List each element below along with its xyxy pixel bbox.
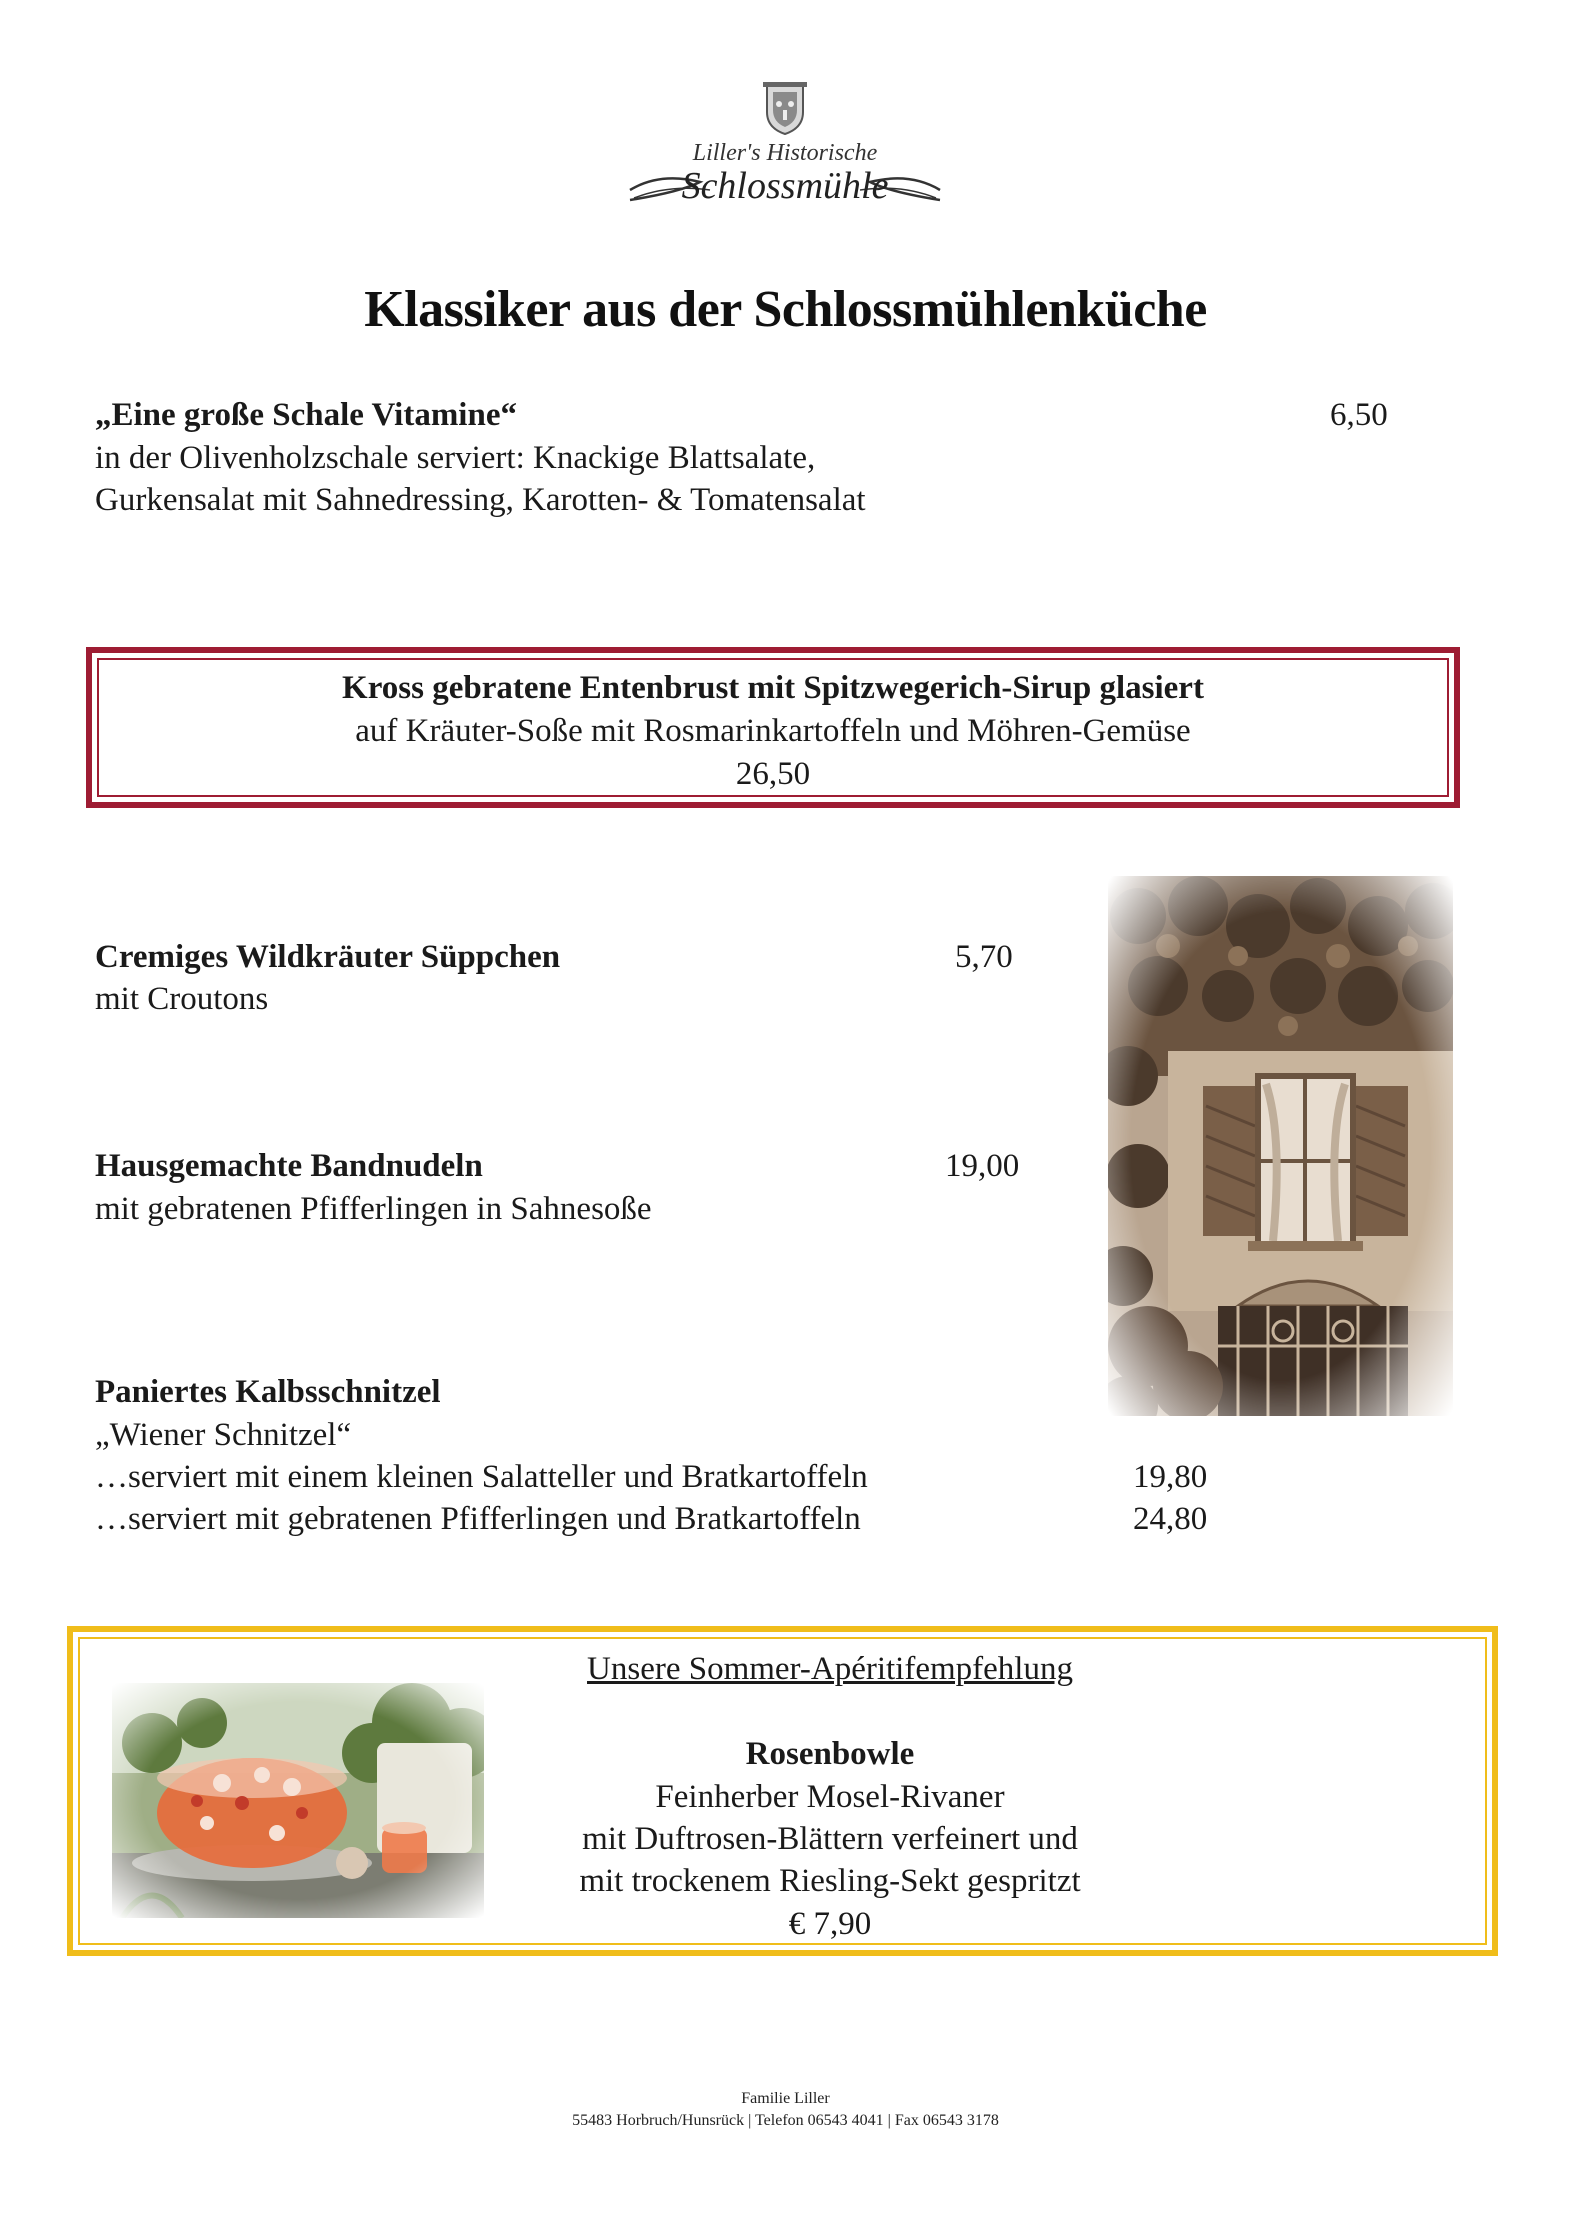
featured-dish-name: Kross gebratene Entenbrust mit Spitzwegerich-Sirup glasiert — [342, 670, 1204, 706]
salad-name: „Eine große Schale Vitamine“ — [95, 397, 517, 433]
schnitzel-option-2: …serviert mit gebratenen Pfifferlingen und Bratkartoffeln — [95, 1501, 861, 1537]
footer-family: Familie Liller — [741, 2090, 830, 2107]
page-title: Klassiker aus der Schlossmühlenküche — [364, 281, 1207, 338]
logo-line-1: Liller's Historische — [692, 140, 878, 166]
schnitzel-subtitle: „Wiener Schnitzel“ — [95, 1417, 352, 1453]
aperitif-line-3: mit trockenem Riesling-Sekt gespritzt — [579, 1863, 1081, 1899]
aperitif-name: Rosenbowle — [745, 1736, 915, 1772]
aperitif-price: € 7,90 — [788, 1906, 872, 1942]
footer-address: 55483 Horbruch/Hunsrück | Telefon 06543 4041 | Fax 06543 3178 — [572, 2112, 999, 2129]
noodles-price: 19,00 — [945, 1148, 1020, 1184]
featured-dish-description: auf Kräuter-Soße mit Rosmarinkartoffeln und Möhren-Gemüse — [355, 713, 1191, 749]
rosenbowle-photo — [112, 1683, 484, 1918]
noodles-description: mit gebratenen Pfifferlingen in Sahnesoße — [95, 1191, 652, 1227]
noodles-name: Hausgemachte Bandnudeln — [95, 1148, 483, 1184]
aperitif-line-2: mit Duftrosen-Blättern verfeinert und — [582, 1821, 1078, 1857]
logo-line-2: Schlossmühle — [681, 165, 889, 207]
schnitzel-price-2: 24,80 — [1133, 1501, 1208, 1537]
schnitzel-option-1: …serviert mit einem kleinen Salatteller und Bratkartoffeln — [95, 1459, 868, 1495]
salad-description-line-2: Gurkensalat mit Sahnedressing, Karotten- & Tomatensalat — [95, 482, 866, 518]
salad-description-line-1: in der Olivenholzschale serviert: Knackige Blattsalate, — [95, 440, 816, 476]
restaurant-logo — [620, 80, 950, 220]
aperitif-line-1: Feinherber Mosel-Rivaner — [655, 1779, 1005, 1815]
schnitzel-price-1: 19,80 — [1133, 1459, 1208, 1495]
soup-name: Cremiges Wildkräuter Süppchen — [95, 939, 561, 975]
salad-price: 6,50 — [1330, 397, 1388, 433]
house-window-photo — [1108, 876, 1453, 1416]
soup-price: 5,70 — [955, 939, 1013, 975]
featured-dish-price: 26,50 — [735, 756, 811, 792]
soup-description: mit Croutons — [95, 981, 269, 1017]
aperitif-heading: Unsere Sommer-Apéritifempfehlung — [587, 1651, 1073, 1687]
schnitzel-name: Paniertes Kalbsschnitzel — [95, 1374, 441, 1410]
